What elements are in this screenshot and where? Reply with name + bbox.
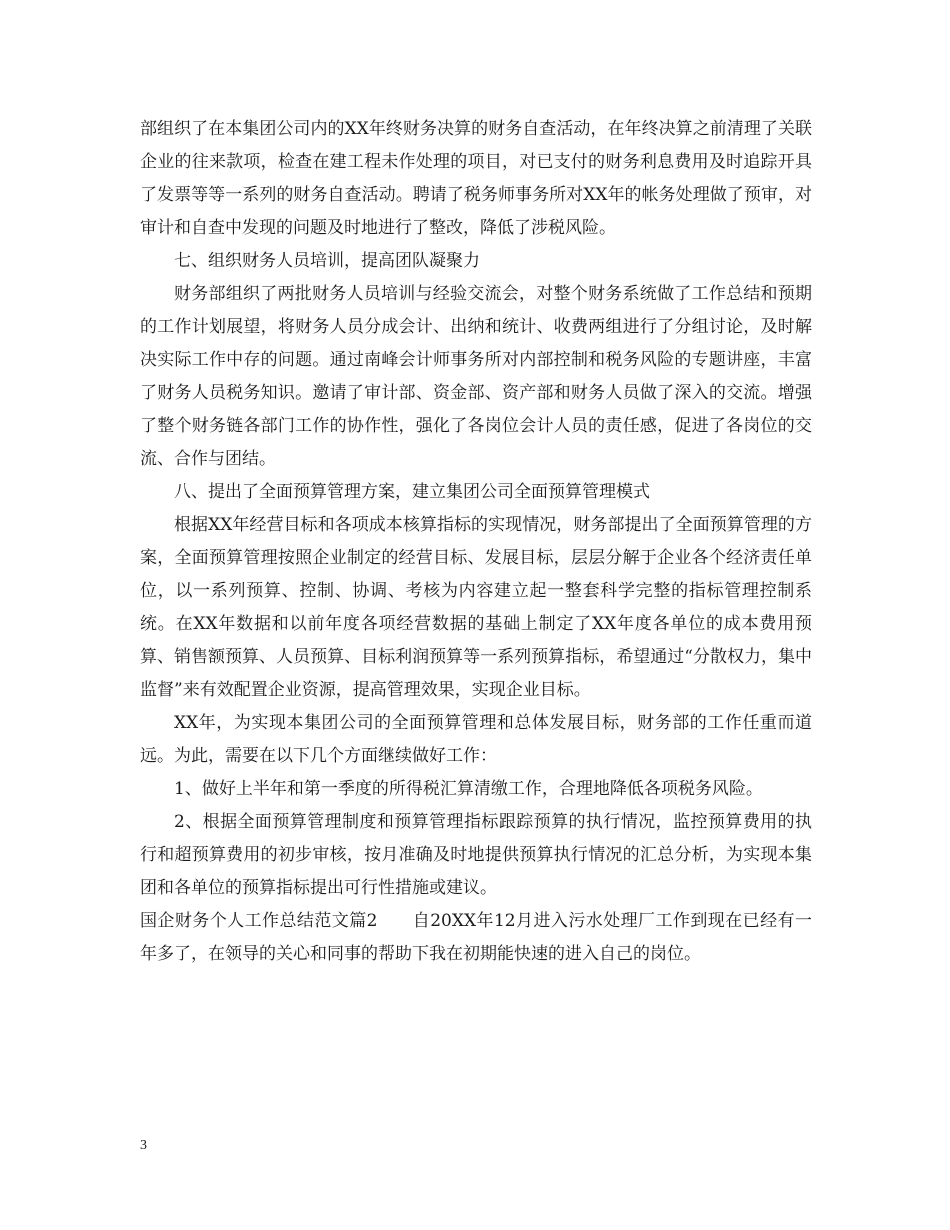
heading-eight-budget-plan: 八、提出了全面预算管理方案，建立集团公司全面预算管理模式 — [174, 482, 650, 502]
list-item-budget-monitoring: 2、根据全面预算管理制度和预算管理指标跟踪预算的执行情况，监控预算费用的执行和超预算费用的初步审核，按月准确及时地提供预算执行情况的汇总分析，为实现本集团和各单位的预算指标提出可行性措施或建议。 — [140, 812, 812, 898]
paragraph-staff-training: 财务部组织了两批财务人员培训与经验交流会，对整个财务系统做了工作总结和预期的工作计划展望，将财务人员分成会计、出纳和统计、收费两组进行了分组讨论，及时解决实际工作中存的问题。通过南峰会计师事务所对内部控制和税务风险的专题讲座，丰富了财务人员税务知识。邀请了审计部、资金部、资产部和财务人员做了深入的交流。增强了整个财务链各部门工作的协作性，强化了各岗位会计人员的责任感，促进了各岗位的交流、合作与团结。 — [140, 284, 812, 469]
document-body — [140, 113, 812, 971]
page-number: 3 — [140, 1138, 147, 1153]
heading-seven-staff-training: 七、组织财务人员培训，提高团队凝聚力 — [174, 251, 480, 271]
paragraph-article-two-intro: 国企财务个人工作总结范文篇2 自20XX年12月进入污水处理厂工作到现在已经有一年多了，在领导的关心和同事的帮助下我在初期能快速的进入自己的岗位。 — [140, 911, 812, 964]
paragraph-audit-activities: 部组织了在本集团公司内的XX年终财务决算的财务自查活动，在年终决算之前清理了关联企业的往来款项，检查在建工程未作处理的项目，对已支付的财务利息费用及时追踪开具了发票等等一系列的财务自查活动。聘请了税务师事务所对XX年的帐务处理做了预审，对审计和自查中发现的问题及时地进行了整改，降低了涉税风险。 — [140, 119, 812, 238]
paragraph-budget-plan: 根据XX年经营目标和各项成本核算指标的实现情况，财务部提出了全面预算管理的方案，全面预算管理按照企业制定的经营目标、发展目标，层层分解于企业各个经济责任单位，以一系列预算、控制、协调、考核为内容建立起一整套科学完整的指标管理控制系统。在XX年数据和以前年度各项经营数据的基础上制定了XX年度各单位的成本费用预算、销售额预算、人员预算、目标利润预算等一系列预算指标，希望通过“分散权力，集中监督”来有效配置企业资源，提高管理效果，实现企业目标。 — [140, 515, 812, 700]
paragraph-future-goals: XX年，为实现本集团公司的全面预算管理和总体发展目标，财务部的工作任重而道远。为此，需要在以下几个方面继续做好工作： — [140, 713, 812, 766]
list-item-tax-settlement: 1、做好上半年和第一季度的所得税汇算清缴工作，合理地降低各项税务风险。 — [174, 779, 763, 799]
